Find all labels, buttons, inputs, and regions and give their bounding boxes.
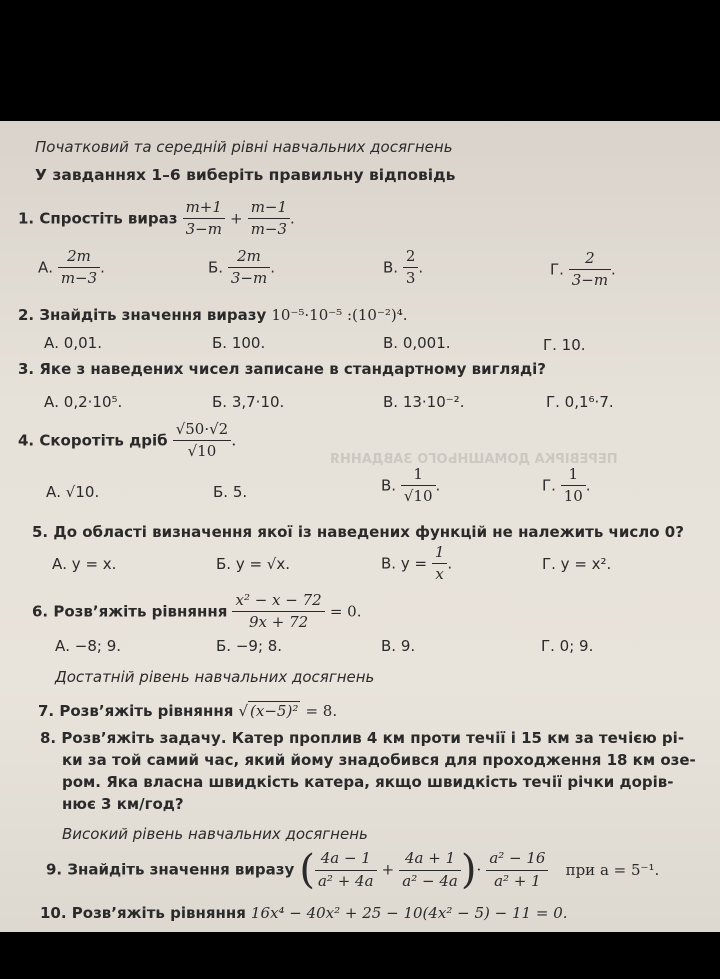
q4-option-c: В. $\frac{1}{√10}$ . (381, 465, 441, 506)
q6-fraction: $\frac{\text{x² − x − 72}}{9x + 72}$ (232, 592, 324, 632)
q1-option-d: Г. $\frac{2}{3-m}$ . (550, 249, 616, 290)
q1-option-c: В. $\frac{2}{3}$ . (383, 247, 424, 288)
question-5-prompt: 5. До області визначення якої із наведених функцій не належить число 0? (32, 523, 684, 541)
q2-option-b: Б. 100. (212, 334, 266, 352)
worksheet-page (0, 121, 720, 932)
q3-option-b: Б. 3,7·10. (212, 393, 285, 411)
q3-option-d: Г. 0,1⁶·7. (546, 393, 614, 411)
q9-fraction-1: $\frac{4a - 1}{\text{a² + 4a}}$ (315, 850, 377, 890)
q4-option-d: Г. $\frac{1}{10}$ . (542, 465, 591, 506)
q2-expression: 10⁻⁵·10⁻⁵ :(10⁻²)⁴. (271, 306, 408, 324)
question-3-prompt: 3. Яке з наведених чисел записане в стандартному вигляді? (18, 360, 546, 378)
section-heading-high: Високий рівень навчальних досягнень (62, 825, 368, 843)
q4-option-a: А. √10. (46, 483, 100, 501)
question-9: 9. Знайдіть значення виразу ( $\frac{4a - 1}{\text{a² + 4a}}$ + $\frac{4a + 1}{\text{a² − 4a}}$ )· $\frac{\text{a² − 16}}{\text{a² + 1}}$ при a = 5⁻¹. (46, 847, 660, 893)
question-8-line-3: ром. Яка власна швидкість катера, якщо швидкість течії річки дорів- (62, 773, 674, 791)
question-9-prompt: 9. Знайдіть значення виразу (46, 860, 295, 879)
bleed-through-text: ПЕРЕВІРКА ДОМАШНЬОГО ЗАВДАННЯ (330, 452, 618, 467)
question-8-line-4: нює 3 км/год? (62, 795, 184, 813)
question-7-prompt: 7. Розв’яжіть рівняння (38, 702, 234, 720)
q1-fraction-1: $\frac{m+1}{3-m}$ (183, 199, 225, 239)
q5-option-c: В. y = $\frac{1}{x}$ . (381, 543, 453, 584)
question-8-line-2: ки за той самий час, який йому знадобився для проходження 18 км озе- (62, 751, 696, 769)
question-4: 4. Скоротіть дріб $\frac{√50\cdot√2}{√10}$ . (18, 420, 237, 461)
q4-fraction: $\frac{√50\cdot√2}{√10}$ (173, 421, 232, 461)
q9-fraction-2: $\frac{4a + 1}{\text{a² − 4a}}$ (399, 850, 461, 890)
q10-equation: 16x⁴ − 40x² + 25 − 10(4x² − 5) − 11 = 0. (250, 904, 568, 922)
question-2-prompt: 2. Знайдіть значення виразу (18, 306, 267, 324)
q5-option-a: А. y = x. (52, 555, 117, 573)
q1-fraction-2: $\frac{m-1}{m-3}$ (248, 199, 290, 239)
q2-option-a: А. 0,01. (44, 334, 102, 352)
q4-option-b: Б. 5. (213, 483, 248, 501)
question-10 (40, 903, 568, 922)
q6-option-d: Г. 0; 9. (541, 637, 594, 655)
question-6-prompt: 6. Розв’яжіть рівняння (32, 602, 228, 621)
q5-option-d: Г. y = x². (542, 555, 612, 573)
q3-option-a: А. 0,2·10⁵. (44, 393, 123, 411)
q6-option-c: В. 9. (381, 637, 416, 655)
q2-option-d: Г. 10. (543, 336, 586, 354)
q7-radicand: (x−5)² (250, 702, 299, 720)
q2-option-c: В. 0,001. (383, 334, 451, 352)
q6-option-a: А. −8; 9. (55, 637, 122, 655)
question-2 (18, 305, 408, 324)
q3-option-c: В. 13·10⁻². (383, 393, 465, 411)
question-1-prompt: 1. Спростіть вираз (18, 209, 178, 228)
question-1: 1. Спростіть вираз $\frac{m+1}{3-m}$ + $\frac{m-1}{m-3}$ . (18, 198, 295, 239)
question-6: 6. Розв’яжіть рівняння $\frac{\text{x² − x − 72}}{9x + 72}$ = 0. (32, 591, 362, 632)
section-heading-initial: Початковий та середній рівні навчальних досягнень (35, 138, 453, 156)
question-7: 7. Розв’яжіть рівняння √ (x−5)² = 8. (38, 702, 338, 720)
q1-option-b: Б. $\frac{2m}{3-m}$ . (208, 247, 275, 288)
q6-option-b: Б. −9; 8. (216, 637, 283, 655)
question-4-prompt: 4. Скоротіть дріб (18, 431, 168, 450)
section-heading-sufficient: Достатній рівень навчальних досягнень (55, 668, 375, 686)
q9-fraction-3: $\frac{\text{a² − 16}}{\text{a² + 1}}$ (486, 850, 548, 890)
question-10-prompt: 10. Розв’яжіть рівняння (40, 904, 246, 922)
q9-condition: при a = 5⁻¹. (565, 860, 660, 879)
q1-option-a: А. $\frac{2m}{m-3}$ . (38, 247, 105, 288)
question-8-line-1: 8. Розв’яжіть задачу. Катер проплив 4 км проти течії і 15 км за течією рі- (40, 729, 685, 747)
q5-option-b: Б. y = √x. (216, 555, 291, 573)
instruction: У завданнях 1–6 виберіть правильну відповідь (35, 166, 456, 184)
